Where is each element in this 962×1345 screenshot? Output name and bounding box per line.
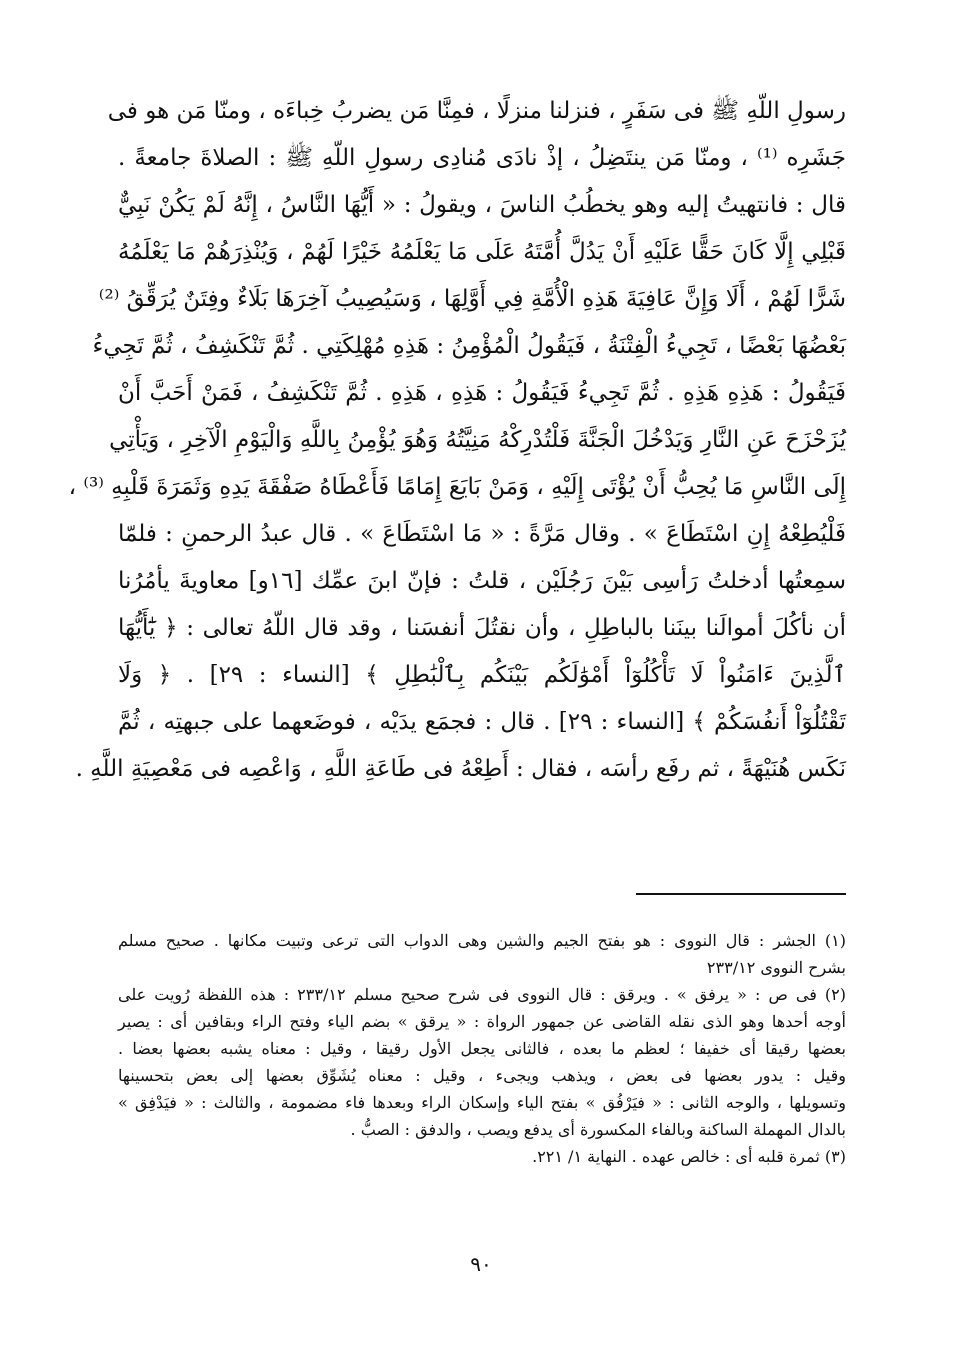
footnote-line: بالدال المهملة الساكنة وبالفاء المكسورة أى يدفع ويصب ، والدفق : الصبُّ . — [350, 1120, 846, 1139]
text-line: رسولِ اللّهِ ﷺ فى سَفَرٍ ، فنزلنا منزلًا ، فمِنَّا مَن يضربُ خِباءَه ، ومنّا مَن هو فى — [107, 98, 846, 124]
text-line: سمِعتُها أدخلتُ رَأسِى بَيْنَ رَجُلَيْن ، قلتُ : فإنّ ابنَ عمِّك [١٦و] معاويةَ يأمُرُنا — [118, 568, 847, 594]
footnote-line: أوجه أحدها وهو الذى نقله القاضى عن جمهور الرواة : « يرقق » بضم الياء وفتح الراء وبقافين أى : يصير — [118, 1012, 846, 1031]
footnote-line: وتسويلها ، والوجه الثانى : « فيَرْفُق » بفتح الياء وإسكان الراء وبعدها فاء مضمومة ، والثالث : « فيَدْفِق » — [118, 1093, 846, 1112]
text-line: فَيَقُولُ : هَذِهِ هَذِهِ . ثُمَّ تَجِيءُ فَيَقُولُ : هَذِهِ ، هَذِهِ . ثُمَّ تَنْكَشِفُ ، فَمَنْ أَحَبَّ أَنْ — [118, 380, 846, 406]
text-line: نَكَس هُنَيْهَةً ، ثم رفَع رأسَه ، فقال : أَطِعْهُ فى طَاعَةِ اللَّهِ ، وَاعْصِه فى مَعْصِيَةِ اللَّهِ . — [75, 756, 846, 782]
footnote-line: بعضها رقيقا أى خفيفا ؛ لعظم ما بعده ، فالثانى يجعل الأول رقيقا ، وقيل : معناه يشبه بعضها بعضا . — [118, 1039, 846, 1058]
page-number: ٩٠ — [470, 1252, 492, 1276]
footnote-line: وقيل : يدور بعضها فى بعض ، ويذهب ويجىء ، وقيل : معناه يُشَوِّق بعضها إلى بعض بتحسينها — [118, 1066, 846, 1085]
text-line: بَعْضُهَا بَعْضًا ، تَجِيءُ الْفِتْنَةُ ، فَيَقُولُ الْمُؤْمِنُ : هَذِهِ مُهْلِكَتِي . ثُمَّ تَنْكَشِفُ ، ثُمَّ تَجِيءُ — [92, 333, 846, 359]
text-line: شَرًّا لَهُمْ ، أَلَا وَإِنَّ عَافِيَةَ هَذِهِ الْأُمَّةِ فِي أَوَّلِهَا ، وَسَيُصِيبُ آخِرَهَا بَلَاءٌ وفِتَنٌ يُرَقِّقُ ⁽²⁾ — [98, 286, 846, 312]
footnote-line: (٢) فى ص : « يرفق » . ويرقق : قال النووى فى شرح صحيح مسلم ٢٣٣/١٢ : هذه اللفظة رُويت على — [118, 985, 846, 1004]
text-line: قَبْلِي إِلَّا كَانَ حَقًّا عَلَيْهِ أَنْ يَدُلَّ أُمَّتَهُ عَلَى مَا يَعْلَمُهُ خَيْرًا لَهُمْ ، وَيُنْذِرَهُمْ مَا يَعْلَمُهُ — [118, 239, 846, 265]
text-line: فَلْيُطِعْهُ إِنِ اسْتَطَاعَ » . وقال مَرَّةً : « مَا اسْتَطَاعَ » . قال عبدُ الرحمنِ : فلمّا — [118, 521, 846, 547]
footnote-line: بشرح النووى ٢٣٣/١٢ — [706, 958, 846, 977]
footnotes — [118, 927, 846, 1170]
text-line: يُزَحْزَحَ عَنِ النَّارِ وَيَدْخُلَ الْجَنَّةَ فَلْتُدْرِكْهُ مَنِيَّتُهُ وَهُوَ يُؤْمِنُ بِاللَّهِ وَالْيَوْمِ الْآخِرِ ، وَيَأْتِي — [109, 427, 846, 453]
text-line: تَقْتُلُوٓاْ أَنفُسَكُمْ ﴾ [النساء : ٢٩] . قال : فجمَع يدَيْه ، فوضَعهما على جبهتِه ، ثُمَّ — [118, 709, 847, 735]
main-text — [68, 88, 847, 793]
footnote-line: (٣) ثمرة قلبه أى : خالص عهده . النهاية ١/ ٢٢١. — [532, 1147, 846, 1166]
text-line: أن نأكُلَ أموالَنا بينَنا بالباطِلِ ، وأن نقتُلَ أنفسَنا ، وقد قال اللّهُ تعالى : ﴿ يَٰٓأَيُّهَا — [118, 615, 846, 641]
footnote-line: (١) الجشر : قال النووى : هو بفتح الجيم والشين وهى الدواب التى ترعى وتبيت مكانها . صحيح مسلم — [118, 931, 846, 950]
text-line: قال : فانتهيتُ إليه وهو يخطُبُ الناسَ ، ويقولُ : « أَيُّهَا النَّاسُ ، إِنَّهُ لَمْ يَكُنْ نَبِيٌّ — [118, 192, 846, 218]
footnote-divider — [636, 893, 846, 895]
text-line: ٱلَّذِينَ ءَامَنُواْ لَا تَأْكُلُوٓاْ أَمْوَٰلَكُم بَيْنَكُم بِٱلْبَٰطِلِ ﴾ [النساء : ٢٩] . ﴿ وَلَا — [118, 662, 846, 688]
text-line: جَشَرِه ⁽¹⁾ ، ومنّا مَن ينتَضِلُ ، إذْ نادَى مُنادِى رسولِ اللّهِ ﷺ : الصلاةَ جامعةً . — [118, 145, 846, 171]
text-line: إِلَى النَّاسِ مَا يُحِبُّ أَنْ يُؤْتَى إِلَيْهِ ، وَمَنْ بَايَعَ إِمَامًا فَأَعْطَاهُ صَفْقَةَ يَدِهِ وَثَمَرَةَ قَلْبِهِ ⁽³⁾ ، — [68, 474, 846, 500]
